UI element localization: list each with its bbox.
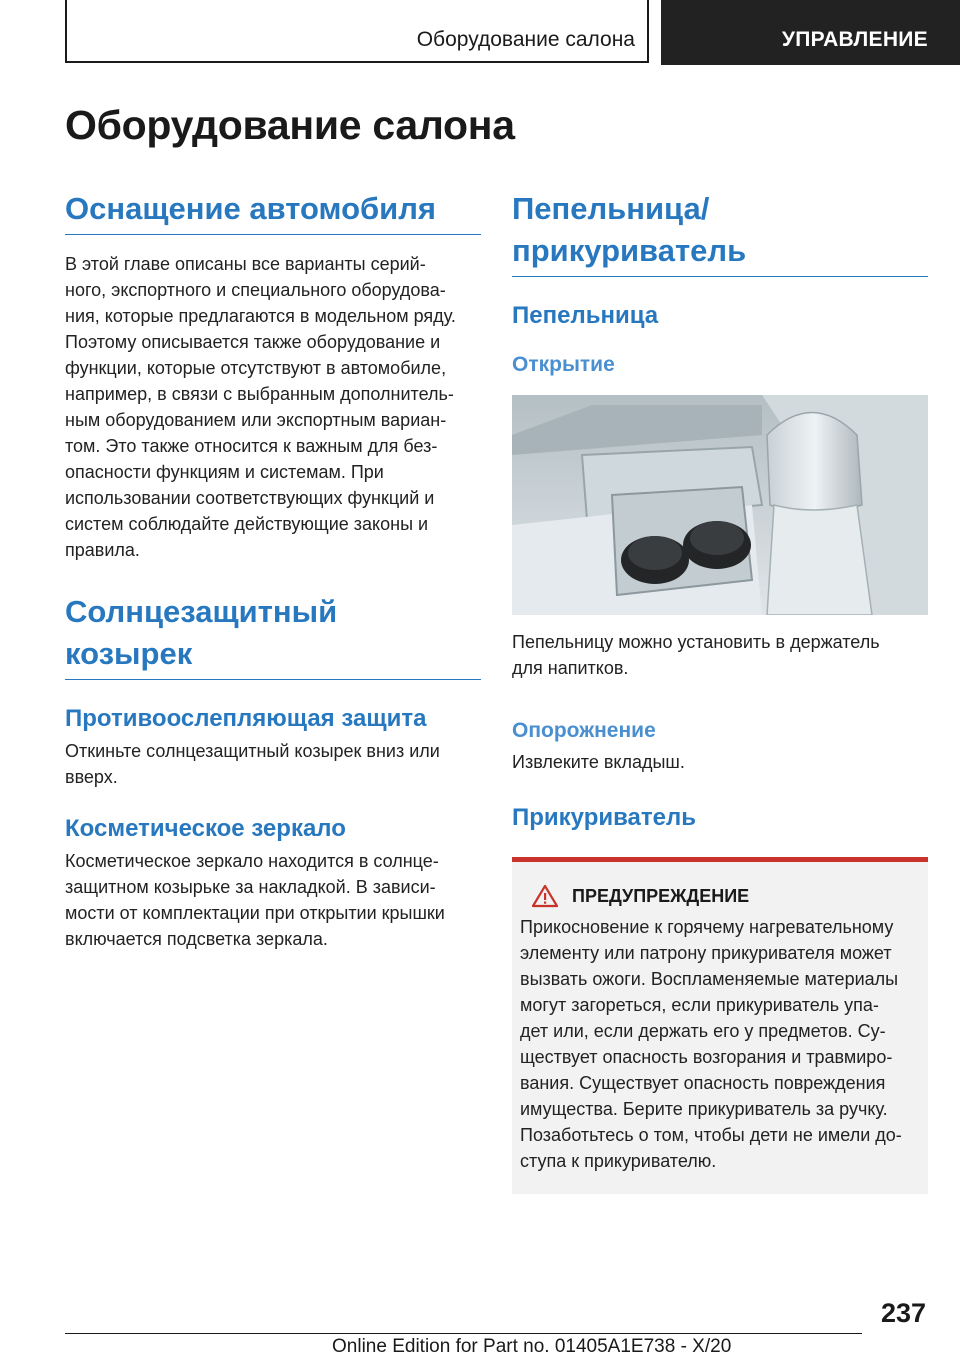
text-line: вверх. (65, 767, 118, 787)
warning-text (520, 914, 920, 1174)
text-line: защитном козырьке за накладкой. В зависи- (65, 877, 436, 897)
text-line: функции, которые отсутствуют в автомобиле, (65, 358, 447, 378)
warning-box (512, 857, 928, 1194)
text-line: том. Это также относится к важным для без- (65, 436, 438, 456)
ashtray-lighter-heading-line1: Пепельница/ (512, 191, 710, 226)
page-title: Оборудование салона (65, 102, 515, 148)
text-line: Откиньте солнцезащитный козырек вниз или (65, 741, 440, 761)
text-line: В этой главе описаны все варианты серий- (65, 254, 426, 274)
text-line: мости от комплектации при открытии крышки (65, 903, 445, 923)
visor-heading (65, 591, 481, 680)
header-chapter-tab (661, 0, 960, 65)
antiglare-heading: Противоослепляющая защита (65, 705, 427, 732)
mirror-heading: Косметическое зеркало (65, 815, 346, 842)
ashtray-empty-heading: Опорожнение (512, 719, 656, 742)
page-number: 237 (880, 1298, 926, 1328)
ashtray-open-heading: Открытие (512, 353, 615, 376)
text-line: систем соблюдайте действующие законы и (65, 514, 429, 534)
visor-heading-line1: Солнцезащитный (65, 594, 338, 629)
text-line: имущества. Берите прикуриватель за ручку. (520, 1099, 888, 1119)
text-line: элементу или патрону прикуривателя может (520, 943, 892, 963)
text-line: правила. (65, 540, 140, 560)
footer-divider (65, 1333, 862, 1334)
text-line: включается подсветка зеркала. (65, 929, 328, 949)
text-line: ным оборудованием или экспортным вариан- (65, 410, 447, 430)
left-column (65, 188, 481, 952)
header-section-label: Оборудование салона (416, 28, 635, 51)
header-chapter-label: УПРАВЛЕНИЕ (781, 28, 928, 51)
equipment-paragraph (65, 251, 481, 563)
right-column (512, 188, 928, 1194)
text-line: Пепельницу можно установить в держатель (512, 632, 880, 652)
text-line: Косметическое зеркало находится в солнце- (65, 851, 439, 871)
warning-title: ПРЕДУПРЕЖДЕНИЕ (572, 885, 750, 906)
ashtray-lighter-heading (512, 188, 928, 277)
text-line: дет или, если держать его у предметов. Су- (520, 1021, 886, 1041)
header-section-tab (65, 0, 649, 63)
text-line: ного, экспортного и специального оборудова- (65, 280, 446, 300)
text-line: Извлеките вкладыш. (512, 752, 685, 772)
text-line: Поэтому описывается также оборудование и (65, 332, 441, 352)
text-line: использовании соответствующих функций и (65, 488, 435, 508)
text-line: ступа к прикуривателю. (520, 1151, 717, 1171)
text-line: вания. Существует опасность повреждения (520, 1073, 886, 1093)
lighter-heading: Прикуриватель (512, 804, 697, 831)
text-line: ния, которые предлагаются в модельном ряду. (65, 306, 456, 326)
footer-edition (332, 1336, 731, 1358)
text-line: Позаботьтесь о том, чтобы дети не имели до- (520, 1125, 902, 1145)
text-line: ществует опасность возгорания и травмиро- (520, 1047, 893, 1067)
equipment-heading: Оснащение автомобиля (65, 188, 481, 235)
visor-heading-line2: козырек (65, 636, 193, 671)
text-line: например, в связи с выбранным дополнитель- (65, 384, 454, 404)
text-line: вызвать ожоги. Воспламеняемые материалы (520, 969, 899, 989)
edition-text: Online Edition for Part no. 01405A1E738 - X/20 (332, 1336, 732, 1357)
text-line: Прикосновение к горячему нагревательному (520, 917, 894, 937)
cupholder-ashtray-photo (512, 395, 928, 615)
text-line: могут загореться, если прикуриватель упа- (520, 995, 879, 1015)
ashtray-heading: Пепельница (512, 302, 659, 329)
text-line: опасности функциям и системам. При (65, 462, 384, 482)
ashtray-lighter-heading-line2: прикуриватель (512, 233, 747, 268)
warning-header (520, 884, 920, 908)
text-line: для напитков. (512, 658, 629, 678)
warning-triangle-icon (532, 884, 558, 908)
